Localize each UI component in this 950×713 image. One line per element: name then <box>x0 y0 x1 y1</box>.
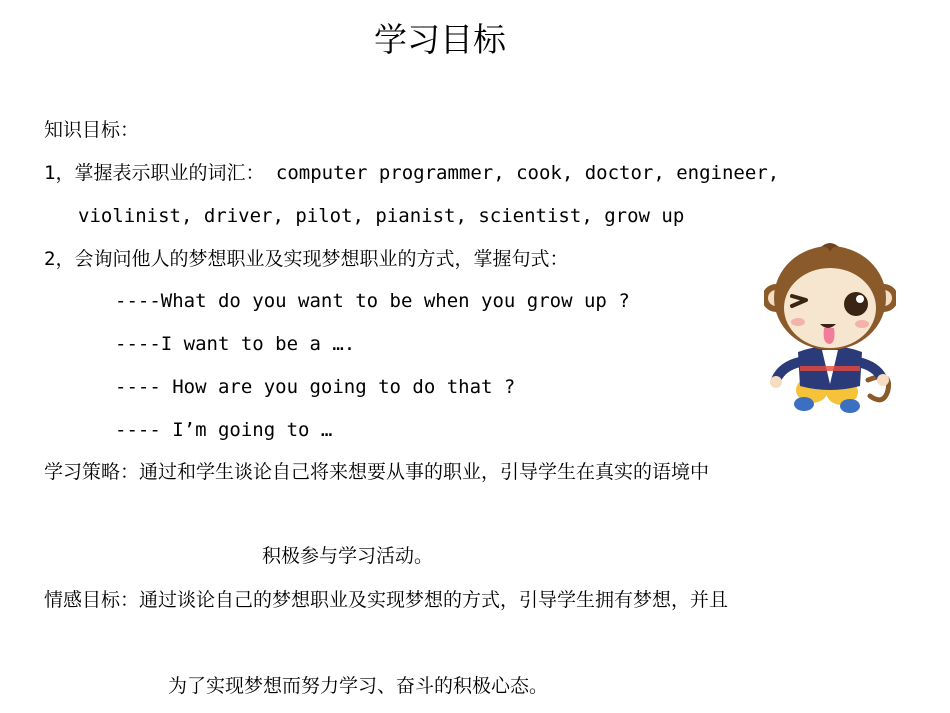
dialog-line-3: ---- How are you going to do that ? <box>115 376 516 398</box>
monkey-mascot-icon <box>764 240 896 416</box>
knowledge-item-2: 2，会询问他人的梦想职业及实现梦想职业的方式，掌握句式： <box>44 248 569 270</box>
page-title: 学习目标 <box>374 20 506 59</box>
strategy-line-2: 积极参与学习活动。 <box>262 545 434 567</box>
dialog-line-2: ----I want to be a …. <box>115 333 356 355</box>
dialog-line-4: ---- I’m going to … <box>115 419 333 441</box>
knowledge-item-1-line-2: violinist, driver, pilot, pianist, scientist, grow up <box>78 205 685 227</box>
emotion-line-2: 为了实现梦想而努力学习、奋斗的积极心态。 <box>168 675 549 697</box>
knowledge-heading: 知识目标： <box>44 119 140 141</box>
strategy-line-1: 学习策略：通过和学生谈论自己将来想要从事的职业，引导学生在真实的语境中 <box>44 461 710 483</box>
emotion-line-1: 情感目标：通过谈论自己的梦想职业及实现梦想的方式，引导学生拥有梦想，并且 <box>44 589 729 611</box>
knowledge-item-1-line-1: 1，掌握表示职业的词汇： computer programmer, cook, doctor, engineer, <box>44 162 780 184</box>
dialog-line-1: ----What do you want to be when you grow up ? <box>115 290 630 312</box>
